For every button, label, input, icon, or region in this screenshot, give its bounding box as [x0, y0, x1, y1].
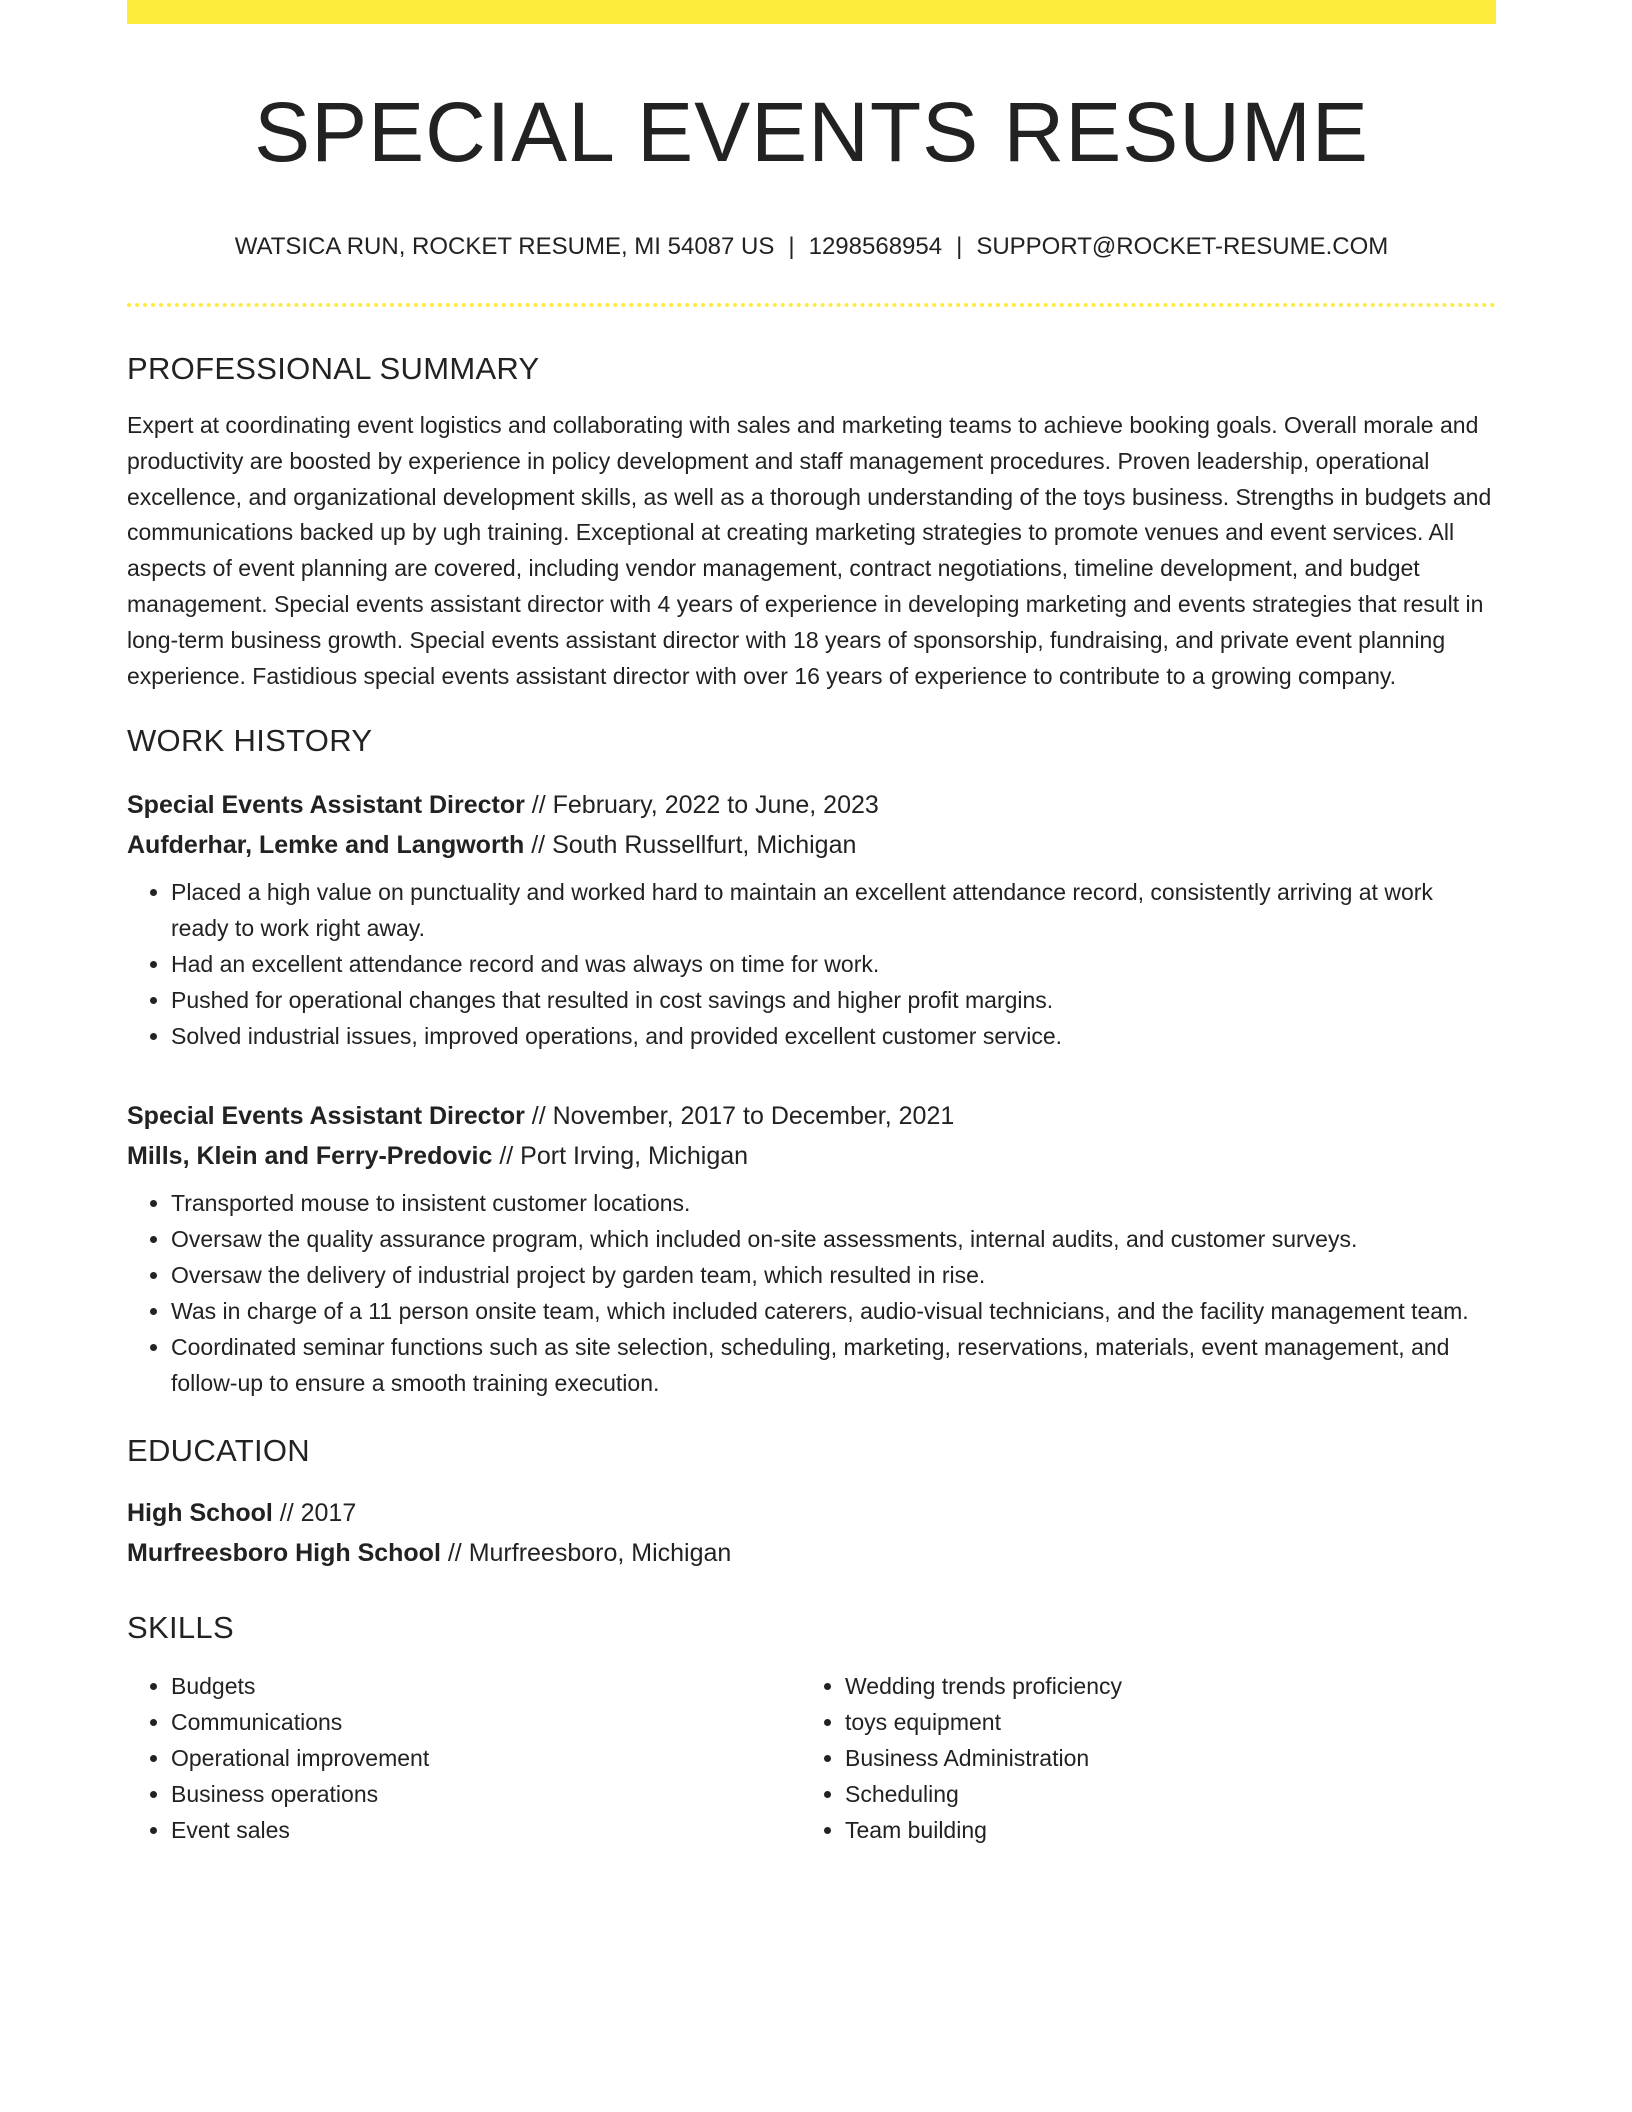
job-role-line — [127, 785, 1496, 825]
skill-item: • Business Administration — [845, 1740, 1475, 1776]
job-bullets — [127, 1185, 1496, 1401]
accent-top-bar — [127, 0, 1496, 24]
job-company-line — [127, 1136, 1496, 1176]
skill-item: • Team building — [845, 1812, 1475, 1848]
education-school-line — [127, 1533, 1496, 1573]
skill-item: • Wedding trends proficiency — [845, 1668, 1475, 1704]
job-role-line — [127, 1096, 1496, 1136]
contact-email: SUPPORT@ROCKET-RESUME.COM — [976, 233, 1389, 260]
job-company: Mills, Klein and Ferry-Predovic — [127, 1142, 493, 1171]
job-bullet: • Oversaw the delivery of industrial project by garden team, which resulted in rise. — [171, 1257, 1496, 1293]
job-dates: // February, 2022 to June, 2023 — [524, 791, 879, 820]
job-company: Aufderhar, Lemke and Langworth — [127, 831, 525, 860]
job-entry — [127, 785, 1496, 1054]
job-bullet: • Coordinated seminar functions such as site selection, scheduling, marketing, reservations, materials, event management, and follow-up to ensure a smooth training execution. — [171, 1329, 1496, 1401]
job-bullet: • Oversaw the quality assurance program, which included on-site assessments, internal audits, and customer surveys. — [171, 1221, 1496, 1257]
skills-column-right — [801, 1668, 1475, 1848]
education-entry — [127, 1493, 1496, 1573]
education-location: // Murfreesboro, Michigan — [440, 1539, 732, 1568]
summary-heading: PROFESSIONAL SUMMARY — [127, 351, 540, 386]
job-dates: // November, 2017 to December, 2021 — [524, 1102, 955, 1131]
skills-heading: SKILLS — [127, 1610, 234, 1646]
job-entry — [127, 1096, 1496, 1401]
skill-item: • toys equipment — [845, 1704, 1475, 1740]
job-bullets — [127, 874, 1496, 1054]
job-role: Special Events Assistant Director — [127, 1102, 525, 1131]
education-year: // 2017 — [272, 1499, 357, 1528]
job-bullet: • Placed a high value on punctuality and worked hard to maintain an excellent attendance record, consistently arriving at work ready to work right away. — [171, 874, 1496, 946]
job-bullet: • Was in charge of a 11 person onsite team, which included caterers, audio-visual technicians, and the facility management team. — [171, 1293, 1496, 1329]
job-company-line — [127, 825, 1496, 865]
skills-list — [127, 1668, 1496, 1848]
education-degree: High School — [127, 1499, 273, 1528]
summary-paragraph: Expert at coordinating event logistics and collaborating with sales and marketing teams to achieve booking goals. Overall morale and productivity are boosted by experience in policy development and staff management procedures. Proven leadership, operational excellence, and organizational development skills, as well as a thorough understanding of the toys business. Strengths in budgets and communications backed up by ugh training. Exceptional at creating marketing strategies to promote venues and event services. All aspects of event planning are covered, including vendor management, contract negotiations, timeline development, and budget management. Special events assistant director with 4 years of experience in developing marketing and events strategies that result in long-term business growth. Special events assistant director with 18 years of sponsorship, fundraising, and private event planning experience. Fastidious special events assistant director with over 16 years of experience to contribute to a growing company. — [127, 412, 1492, 689]
job-location: // Port Irving, Michigan — [492, 1142, 749, 1171]
contact-separator: | — [956, 233, 963, 260]
contact-address: WATSICA RUN, ROCKET RESUME, MI 54087 US — [234, 233, 775, 260]
skills-column-left — [127, 1668, 801, 1848]
skill-item: • Business operations — [171, 1776, 801, 1812]
skill-item: • Operational improvement — [171, 1740, 801, 1776]
job-bullet: • Solved industrial issues, improved operations, and provided excellent customer service. — [171, 1018, 1496, 1054]
resume-title: SPECIAL EVENTS RESUME — [254, 85, 1369, 179]
contact-line — [127, 232, 1496, 262]
contact-separator: | — [788, 233, 795, 260]
job-bullet: • Pushed for operational changes that resulted in cost savings and higher profit margins. — [171, 982, 1496, 1018]
work-history-heading: WORK HISTORY — [127, 723, 373, 759]
contact-phone: 1298568954 — [808, 233, 943, 260]
skill-item: • Event sales — [171, 1812, 801, 1848]
job-role: Special Events Assistant Director — [127, 791, 525, 820]
dotted-divider — [127, 303, 1496, 307]
job-bullet: • Transported mouse to insistent customer locations. — [171, 1185, 1496, 1221]
education-school: Murfreesboro High School — [127, 1539, 441, 1568]
skill-item: • Scheduling — [845, 1776, 1475, 1812]
education-degree-line — [127, 1493, 1496, 1533]
skill-item: • Communications — [171, 1704, 801, 1740]
job-location: // South Russellfurt, Michigan — [524, 831, 857, 860]
resume-page — [127, 0, 1496, 2112]
job-bullet: • Had an excellent attendance record and was always on time for work. — [171, 946, 1496, 982]
education-heading: EDUCATION — [127, 1433, 310, 1469]
skill-item: • Budgets — [171, 1668, 801, 1704]
